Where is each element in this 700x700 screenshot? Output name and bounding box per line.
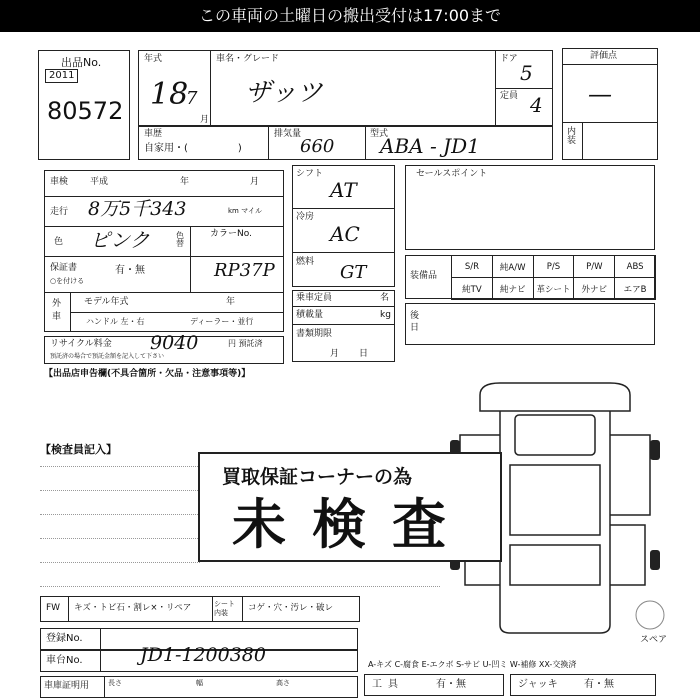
fitting-box [405,303,655,345]
seat-text: コゲ・穴・汚レ・破レ [248,603,334,613]
inspection-era: 平成 [90,177,109,187]
equipment-cell: 純ナビ [492,277,534,300]
load-unit: kg [380,310,391,320]
year-label: 年式 [144,54,163,64]
top-banner: この車両の土曜日の搬出受付は17:00まで [0,0,700,32]
lot-box [38,50,130,160]
jack-value: 有・無 [584,679,614,690]
docs-unit: 月日 [330,349,389,359]
name-value: ザッツ [245,78,323,108]
import-label: 外車 [52,299,62,322]
history-label: 車歴 [144,129,163,139]
year-value: 18 [150,77,189,112]
riders-label: 乗車定員 [296,293,333,303]
fw-text: キズ・トビ石・割レ×・リペア [74,603,192,613]
inspection-year: 年 [180,177,190,187]
ac-value: AC [330,222,360,246]
uninspected-stamp [198,452,502,562]
equipment-cell: 純A/W [492,255,534,278]
warranty-value: 有・無 [115,265,145,276]
doors-label: ドア [500,54,518,64]
recycle-label: リサイクル料金 [50,339,112,349]
interior-label: 内装 [567,127,577,146]
rating-label: 評価点 [590,51,618,61]
warranty-label: 保証書 [50,263,78,273]
seat-label: シート内装 [214,600,235,617]
displacement-label: 排気量 [274,129,302,139]
recycle-note: 預託済の場合で預託金額を記入して下さい [50,353,165,360]
docs-label: 書類期限 [296,329,333,339]
history-value: 自家用・( ) [144,143,242,154]
sales-label: セールスポイント [416,169,488,179]
capacity-value: 4 [530,93,543,117]
chassis-label: 車台No. [46,655,83,666]
name-label: 車名・グレード [216,54,280,64]
storage-h: 長さ [108,679,122,687]
equipment-cell: 革シート [533,277,575,300]
fuel-value: GT [340,262,367,283]
equipment-cell: 純TV [451,277,493,300]
equipment-label: 装備品 [410,271,438,281]
equipment-cell: S/R [451,255,493,278]
import-model-label: モデル年式 [84,297,129,307]
month-unit: 月 [200,115,210,125]
rating-value: — [588,80,612,108]
warranty-note: ○を付ける [50,277,85,285]
lot-year: 2011 [45,69,78,83]
capacity-label: 定員 [500,91,519,101]
mileage-label: 走行 [50,207,69,217]
stamp-line2: 未検査 [232,493,472,556]
shift-label: シフト [296,169,324,179]
model-label: 型式 [370,129,389,139]
fitting-label: 後日 [410,311,420,333]
tools-label: 工具 [372,679,404,690]
equipment-cell: エアB [614,277,656,300]
handle-label: ハンドル 左・右 [86,317,145,326]
color-no-label: カラーNo. [210,229,252,239]
recycle-value: 9040 [150,332,199,354]
fw-label: FW [46,603,61,613]
legend: A-キズ C-腐食 E-エクボ S-サビ U-凹ミ W-補修 XX-交換済 [368,660,577,669]
shift-value: AT [330,178,357,202]
dealer-label: ディーラー・並行 [190,317,254,326]
reg-label: 登録No. [46,633,83,644]
color-value: ピンク [90,228,150,252]
ac-label: 冷房 [296,212,315,222]
jack-label: ジャッキ [518,679,558,690]
spare-label: スペア [640,635,668,645]
color-label: 色 [54,237,64,247]
tools-value: 有・無 [436,679,466,690]
equipment-cell: 外ナビ [573,277,615,300]
stamp-line1: 買取保証コーナーの為 [222,466,413,488]
model-value: ABA - JD1 [380,134,480,158]
import-year-unit: 年 [226,297,236,307]
load-label: 積載量 [296,310,324,320]
mileage-unit: km マイル [228,207,262,215]
fuel-label: 燃料 [296,257,315,267]
equipment-cell: P/S [533,255,575,278]
chassis-value: JD1-1200380 [140,644,266,666]
inspection-label: 車検 [50,177,69,187]
equipment-cell: P/W [573,255,615,278]
riders-unit: 名 [380,293,390,303]
doors-value: 5 [520,61,533,85]
color-no-value: RP37P [214,260,275,281]
storage-t: 高さ [276,679,290,687]
inspection-month: 月 [250,177,260,187]
displacement-value: 660 [300,136,335,157]
inspector-notes-label: 【検査員記入】 [40,443,117,456]
seller-notes-label: 【出品店申告欄(不具合箇所・欠品・注意事項等)】 [44,369,251,379]
equipment-cell: ABS [614,255,656,278]
mileage-value: 8万5千343 [88,198,187,220]
color-change: 色替 [176,231,184,248]
lot-label: 出品No. [61,56,102,69]
recycle-unit: 円 預託済 [228,339,263,348]
left-block [44,170,284,332]
month-value: 7 [186,88,198,109]
lot-number: 80572 [47,97,124,125]
storage-w: 幅 [196,679,203,687]
storage-label: 車庫証明用 [44,681,90,691]
